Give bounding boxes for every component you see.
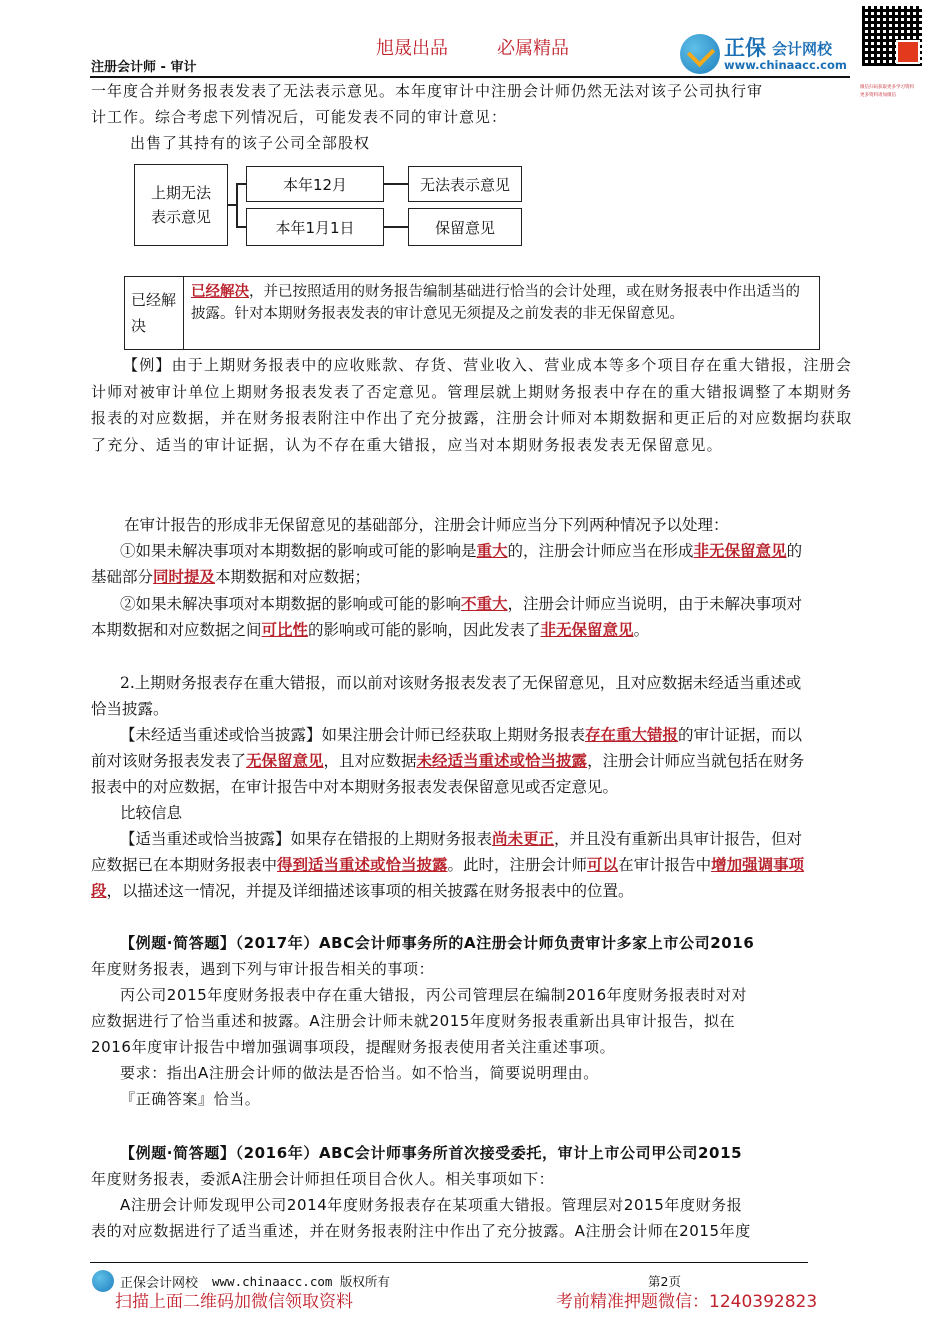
- s1-p1-a: ①如果未解决事项对本期数据的影响或可能的影响是: [120, 542, 477, 560]
- s2-a4: 前对该财务报表发表了: [91, 752, 247, 770]
- s2-a5: 无保留意见: [246, 751, 324, 770]
- s1-p2-c: ，注册会计师应当说明，由于未解决事项对: [507, 595, 803, 613]
- example2: [91, 930, 861, 1112]
- qr-caption-2: 更多资料请加微信: [860, 93, 896, 98]
- s1-p1-h: 本期数据和对应数据；: [215, 568, 371, 586]
- doc-title: 注册会计师 - 审计: [91, 60, 197, 75]
- footer-promo-left: 扫描上面二维码加微信领取资料: [115, 1292, 353, 1312]
- resolved-strong: 已经解决: [191, 283, 249, 300]
- section2-heading: [91, 670, 861, 722]
- s1-p2-a: ②如果未解决事项对本期数据的影响或可能的影响: [120, 595, 462, 613]
- s2-b7: 可以: [587, 855, 619, 874]
- s2-a9: 报表中的对应数据，在审计报告中对本期财务报表发表保留意见或否定意见。: [91, 778, 619, 796]
- section2-para-a: [91, 722, 861, 800]
- qr-badge-icon: [896, 40, 920, 64]
- diagram-left-box: [134, 164, 228, 246]
- s2-b2: 尚未更正: [492, 829, 555, 848]
- compare-info: 比较信息: [120, 804, 183, 822]
- diagram-connector-top: [236, 183, 246, 185]
- s2-b3: ，并且没有重新出具审计报告，但对: [554, 830, 803, 848]
- ex2-l7: 『正确答案』恰当。: [120, 1090, 261, 1108]
- s2-a3: 的审计证据，而以: [678, 726, 803, 744]
- s2-b8: 在审计报告中: [618, 856, 712, 874]
- diagram-connector-bottom: [236, 226, 246, 228]
- footer-copyright: www.chinaacc.com 版权所有: [212, 1274, 390, 1289]
- section1-para2: [91, 591, 861, 643]
- ex2-l2: 年度财务报表，遇到下列与审计报告相关的事项：: [91, 960, 435, 978]
- s2-b5: 得到适当重述或恰当披露: [277, 855, 448, 874]
- ex2-l6: 要求：指出A注册会计师的做法是否恰当。如不恰当，简要说明理由。: [120, 1064, 599, 1082]
- s1-p1-b: 重大: [476, 541, 508, 560]
- s2-b9: 增加强调事项: [711, 855, 805, 874]
- resolved-left-text: 已经解决: [131, 291, 177, 335]
- s2-a1: 【未经适当重述或恰当披露】如果注册会计师已经获取上期财务报表: [120, 726, 586, 744]
- resolved-table-right-cell: [191, 281, 813, 325]
- s1-p1-d: 非无保留意见: [693, 541, 787, 560]
- s2-b10: 段: [91, 881, 107, 900]
- example1-text: 【例】由于上期财务报表中的应收账款、存货、营业收入、营业成本等多个项目存在重大错报，注册会计师对被审计单位上期财务报表发表了否定意见。管理层就上期财务报表中存在的重大错报调整了本期财务报表的对应数据，并在财务报表附注中作出了充分披露，注册会计师对本期数据和更正后的对应数据均获取了充分、适当的审计证据，认为不存在重大错报，应当对本期财务报表发表无保留意见。: [91, 356, 853, 454]
- section1-para1: [91, 538, 861, 590]
- footer-page: 第2页: [648, 1274, 681, 1289]
- diagram-bottom-mid-box: 本年1月1日: [246, 208, 384, 246]
- ex2-l3: 丙公司2015年度财务报表中存在重大错报，丙公司管理层在编制2016年度财务报表时对对: [120, 986, 748, 1004]
- brand-name: 正保: [724, 36, 766, 60]
- s1-p2-d: 本期数据和对应数据之间: [91, 621, 262, 639]
- s1-p1-c: 的，注册会计师应当在形成: [507, 542, 694, 560]
- diagram-top-mid-box: 本年12月: [246, 166, 384, 202]
- s2-b1: 【适当重述或恰当披露】如果存在错报的上期财务报表: [120, 830, 493, 848]
- brand-logo: [680, 32, 850, 76]
- ex3-l1: 【例题·简答题】（2016年）ABC会计师事务所首次接受委托，审计上市公司甲公司2015: [120, 1144, 743, 1162]
- lead-line-2: 计工作。综合考虑下列情况后，可能发表不同的审计意见：: [91, 108, 508, 126]
- ex3-l4: 表的对应数据进行了适当重述，并在财务报表附注中作出了充分披露。A注册会计师在2015年度: [91, 1222, 751, 1240]
- s1-p1-e: 的: [786, 542, 803, 560]
- s2-a6: ，且对应数据: [323, 752, 417, 770]
- s1-p1-f: 基础部分: [91, 568, 154, 586]
- s1-p2-g: 非无保留意见: [540, 620, 634, 639]
- footer-brand: 正保会计网校: [120, 1276, 199, 1291]
- section2-heading-1: 2.上期财务报表存在重大错报，而以前对该财务报表发表了无保留意见，且对应数据未经适当重述或: [120, 674, 802, 692]
- diagram-left-line-1: 上期无法: [150, 184, 211, 202]
- ex2-l5: 2016年度审计报告中增加强调事项段，提醒财务报表使用者关注重述事项。: [91, 1038, 616, 1056]
- ex3-l3: A注册会计师发现甲公司2014年度财务报表存在某项重大错报。管理层对2015年度财务报: [120, 1196, 743, 1214]
- s2-a2: 存在重大错报: [585, 725, 679, 744]
- brand-url[interactable]: www.chinaacc.com: [724, 58, 847, 72]
- footer-rule: [90, 1262, 808, 1263]
- s2-a7: 未经适当重述或恰当披露: [416, 751, 588, 770]
- s2-b4: 应数据已在本期财务报表中: [91, 856, 278, 874]
- diagram-arrow-top: [384, 183, 408, 185]
- brand-sub: 会计网校: [772, 40, 833, 58]
- s1-p2-e: 可比性: [261, 620, 309, 639]
- lead-line-1: 一年度合并财务报表发表了无法表示意见。本年度审计中注册会计师仍然无法对该子公司执行审: [91, 82, 764, 100]
- footer-logo-icon: [92, 1270, 114, 1292]
- resolved-text: ，并已按照适用的财务报告编制基础进行恰当的会计处理，或在财务报表中作出适当的披露。针对本期财务报表发表的审计意见无须提及之前发表的非无保留意见。: [191, 284, 800, 322]
- header-slogan-left: 旭晟出品: [376, 38, 448, 59]
- diagram-left-line-2: 表示意见: [150, 208, 211, 226]
- diagram-caption: 出售了其持有的该子公司全部股权: [130, 134, 371, 152]
- example3: [91, 1140, 861, 1244]
- section2-para-b: [91, 826, 861, 904]
- diagram-top-right-box: 无法表示意见: [408, 166, 522, 202]
- header-slogan-right: 必属精品: [497, 38, 569, 59]
- s2-a8: ，注册会计师应当就包括在财务: [587, 752, 805, 770]
- s1-p2-f: 的影响或可能的影响，因此发表了: [308, 621, 541, 639]
- resolved-table-left-cell: [125, 277, 184, 349]
- section2-heading-2: 恰当披露。: [91, 700, 169, 718]
- s1-p2-h: 。: [633, 621, 650, 639]
- ex2-l1: 【例题·简答题】（2017年）ABC会计师事务所的A注册会计师负责审计多家上市公司2016: [120, 934, 755, 952]
- qr-caption-1: 微信扫码获取更多学习资料: [860, 85, 914, 90]
- ex2-l4: 应数据进行了恰当重述和披露。A注册会计师未就2015年度财务报表重新出具审计报告，拟在: [91, 1012, 736, 1030]
- diagram-connector-v: [236, 183, 238, 227]
- diagram-bottom-right-box: 保留意见: [408, 208, 522, 246]
- s2-b6: 。此时，注册会计师: [447, 856, 588, 874]
- diagram-arrow-bottom: [384, 226, 408, 228]
- ex3-l2: 年度财务报表，委派A注册会计师担任项目合伙人。相关事项如下：: [91, 1170, 555, 1188]
- s1-p1-g: 同时提及: [153, 567, 216, 586]
- resolved-table: [124, 276, 820, 350]
- s2-b11: ，以描述这一情况，并提及详细描述该事项的相关披露在财务报表中的位置。: [106, 882, 634, 900]
- s1-p2-b: 不重大: [461, 594, 508, 613]
- footer-promo-right: 考前精准押题微信：1240392823: [556, 1292, 818, 1312]
- section1-intro: 在审计报告的形成非无保留意见的基础部分，注册会计师应当分下列两种情况予以处理：: [124, 516, 729, 534]
